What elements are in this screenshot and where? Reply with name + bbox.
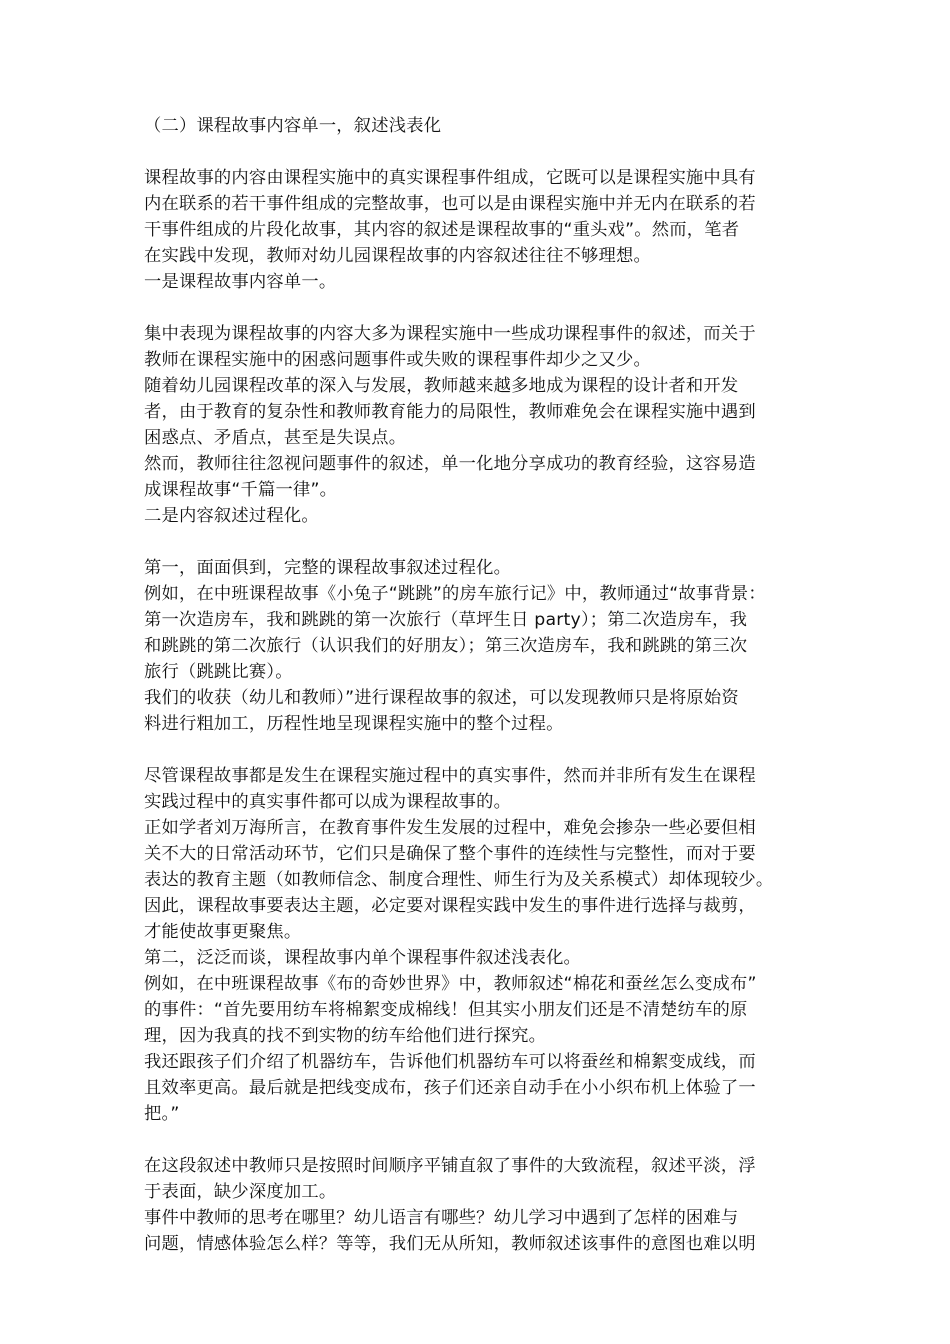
text-line: 实践过程中的真实事件都可以成为课程故事的。 [144,792,512,812]
text-line: 二是内容叙述过程化。 [144,506,319,526]
text-line: 因此，课程故事要表达主题，必定要对课程实践中发生的事件进行选择与裁剪， [144,896,756,916]
text-line: 我还跟孩子们介绍了机器纺车，告诉他们机器纺车可以将蚕丝和棉絮变成线，而 [144,1052,756,1072]
text-line: 在这段叙述中教师只是按照时间顺序平铺直叙了事件的大致流程，叙述平淡，浮 [144,1156,756,1176]
text-line: 尽管课程故事都是发生在课程实施过程中的真实事件，然而并非所有发生在课程 [144,766,756,786]
text-line: 第一次造房车，我和跳跳的第一次旅行（草坪生日 party）；第二次造房车，我 [144,610,748,630]
text-line: 然而，教师往往忽视问题事件的叙述，单一化地分享成功的教育经验，这容易造 [144,454,756,474]
text-line: 随着幼儿园课程改革的深入与发展，教师越来越多地成为课程的设计者和开发 [144,376,739,396]
text-line: 的事件：“首先要用纺车将棉絮变成棉线！但其实小朋友们还是不清楚纺车的原 [144,1000,748,1020]
text-line: 我们的收获（幼儿和教师）”进行课程故事的叙述，可以发现教师只是将原始资 [144,688,739,708]
blank-line [144,737,808,763]
text-line: 第一，面面俱到，完整的课程故事叙述过程化。 [144,558,512,578]
text-line: 于表面，缺少深度加工。 [144,1182,337,1202]
section-heading: （二）课程故事内容单一，叙述浅表化 [144,116,442,136]
text-line: 旅行（跳跳比赛）。 [144,662,293,682]
text-line: 例如，在中班课程故事《布的奇妙世界》中，教师叙述“棉花和蚕丝怎么变成布” [144,974,757,994]
blank-line [144,529,808,555]
text-line: 料进行粗加工，历程性地呈现课程实施中的整个过程。 [144,714,564,734]
text-line: 困惑点、矛盾点，甚至是失误点。 [144,428,407,448]
text-line: 教师在课程实施中的困惑问题事件或失败的课程事件却少之又少。 [144,350,651,370]
text-line: 集中表现为课程故事的内容大多为课程实施中一些成功课程事件的叙述，而关于 [144,324,756,344]
text-line: 成课程故事“千篇一律”。 [144,480,338,500]
text-line: 内在联系的若干事件组成的完整故事，也可以是由课程实施中并无内在联系的若 [144,194,756,214]
text-line: 表达的教育主题（如教师信念、制度合理性、师生行为及关系模式）却体现较少。 [144,870,774,890]
text-line: 关不大的日常活动环节，它们只是确保了整个事件的连续性与完整性，而对于要 [144,844,756,864]
text-line: 理，因为我真的找不到实物的纺车给他们进行探究。 [144,1026,547,1046]
text-line: 干事件组成的片段化故事，其内容的叙述是课程故事的“重头戏”。然而，笔者 [144,220,740,240]
paragraph-lines [144,165,808,1257]
text-line: 第二，泛泛而谈，课程故事内单个课程事件叙述浅表化。 [144,948,582,968]
text-line: 正如学者刘万海所言，在教育事件发生发展的过程中，难免会掺杂一些必要但相 [144,818,756,838]
text-line: 问题，情感体验怎么样？等等，我们无从所知，教师叙述该事件的意图也难以明 [144,1234,756,1254]
blank-line [144,295,808,321]
blank-line [144,1127,808,1153]
text-line: 课程故事的内容由课程实施中的真实课程事件组成，它既可以是课程实施中具有 [144,168,756,188]
text-line: 者，由于教育的复杂性和教师教育能力的局限性，教师难免会在课程实施中遇到 [144,402,756,422]
blank-line [144,139,808,165]
text-line: 事件中教师的思考在哪里？幼儿语言有哪些？幼儿学习中遇到了怎样的困难与 [144,1208,739,1228]
text-line: 在实践中发现，教师对幼儿园课程故事的内容叙述往往不够理想。 [144,246,651,266]
text-line: 且效率更高。最后就是把线变成布，孩子们还亲自动手在小小织布机上体验了一 [144,1078,756,1098]
text-line: 才能使故事更聚焦。 [144,922,302,942]
text-line: 和跳跳的第二次旅行（认识我们的好朋友）；第三次造房车，我和跳跳的第三次 [144,636,748,656]
text-line: 一是课程故事内容单一。 [144,272,337,292]
text-line: 把。” [144,1104,180,1124]
text-line: 例如，在中班课程故事《小兔子“跳跳”的房车旅行记》中，教师通过“故事背景： [144,584,766,604]
document-body [144,113,808,1257]
